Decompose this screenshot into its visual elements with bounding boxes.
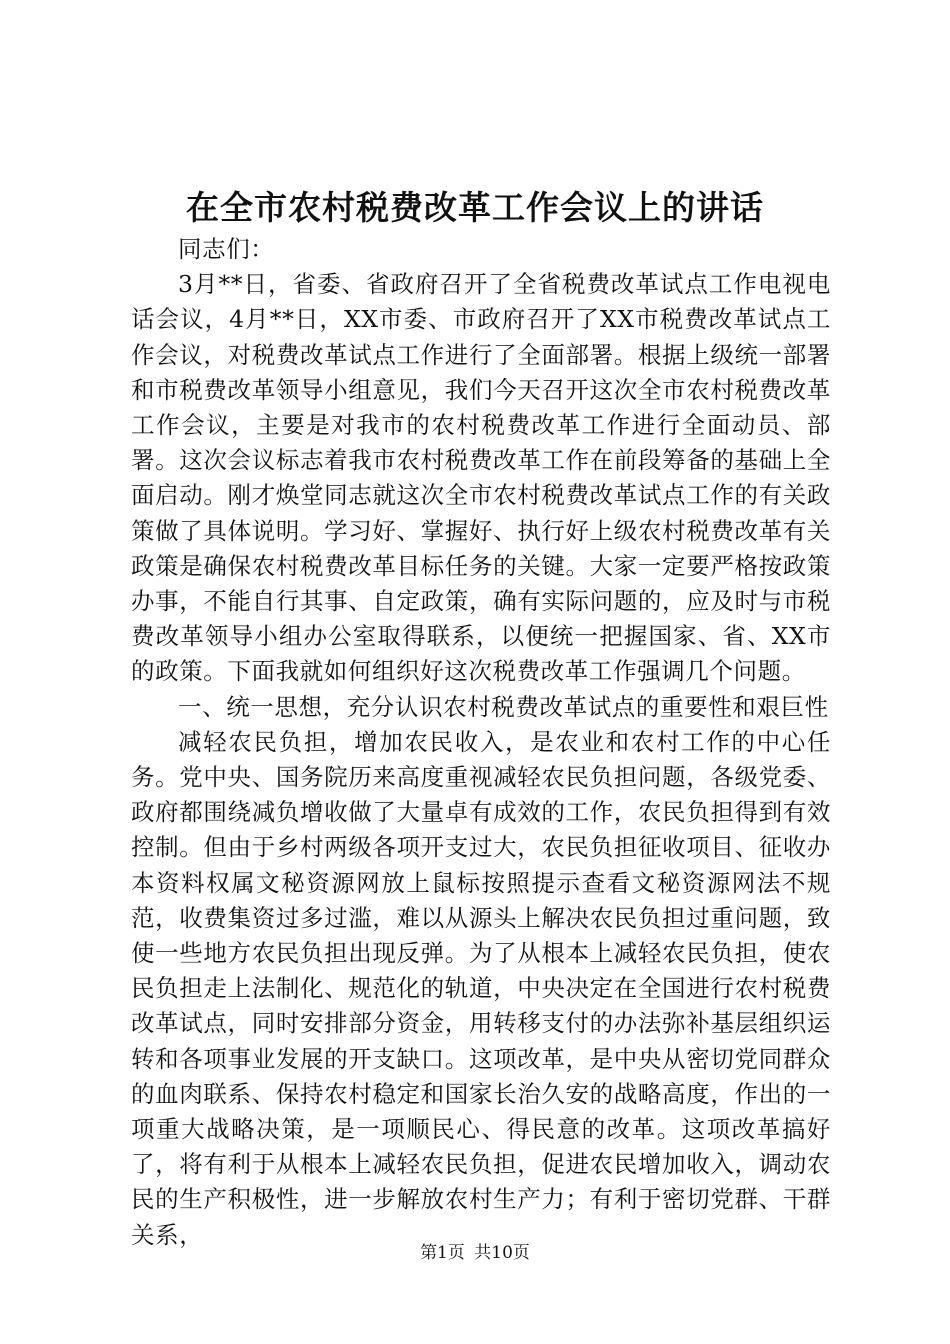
document-title: 在全市农村税费改革工作会议上的讲话 <box>186 188 764 227</box>
intro-paragraph: 3月**日，省委、省政府召开了全省税费改革试点工作电视电话会议，4月**日，XX市委、市政府召开了XX市税费改革试点工作会议，对税费改革试点工作进行了全面部署。根据上级统一部署和市税费改革领导小组意见，我们今天召开这次全市农村税费改革工作会议，主要是对我市的农村税费改革工作进行全面动员、部署。这次会议标志着我市农村税费改革工作在前段筹备的基础上全面启动。刚才焕堂同志就这次全市农村税费改革试点工作的有关政策做了具体说明。学习好、掌握好、执行好上级农村税费改革有关政策是确保农村税费改革目标任务的关键。大家一定要严格按政策办事，不能自行其事、自定政策，确有实际问题的，应及时与市税费改革领导小组办公室取得联系，以便统一把握国家、省、XX市的政策。下面我就如何组织好这次税费改革工作强调几个问题。 <box>131 270 831 686</box>
document-body <box>131 232 831 1253</box>
page-number: 第1页 <box>420 1243 465 1263</box>
body-paragraph: 减轻农民负担，增加农民收入，是农业和农村工作的中心任务。党中央、国务院历来高度重视减轻农民负担问题，各级党委、政府都围绕减负增收做了大量卓有成效的工作，农民负担得到有效控制。但由于乡村两级各项开支过大，农民负担征收项目、征收办本资料权属文秘资源网放上鼠标按照提示查看文秘资源网法不规范，收费集资过多过滥，难以从源头上解决农民负担过重问题，致使一些地方农民负担出现反弹。为了从根本上减轻农民负担，使农民负担走上法制化、规范化的轨道，中央决定在全国进行农村税费改革试点，同时安排部分资金，用转移支付的办法弥补基层组织运转和各项事业发展的开支缺口。这项改革，是中央从密切党同群众的血肉联系、保持农村稳定和国家长治久安的战略高度，作出的一项重大战略决策，是一项顺民心、得民意的改革。这项改革搞好了，将有利于从根本上减轻农民负担，促进农民增加收入，调动农民的生产积极性，进一步解放农村生产力；有利于密切党群、干群关系， <box>131 727 831 1249</box>
salutation-paragraph: 同志们： <box>178 235 275 263</box>
page-footer <box>0 1241 950 1265</box>
page-total: 共10页 <box>474 1243 530 1263</box>
section-heading: 一、统一思想，充分认识农村税费改革试点的重要性和艰巨性 <box>178 692 829 721</box>
